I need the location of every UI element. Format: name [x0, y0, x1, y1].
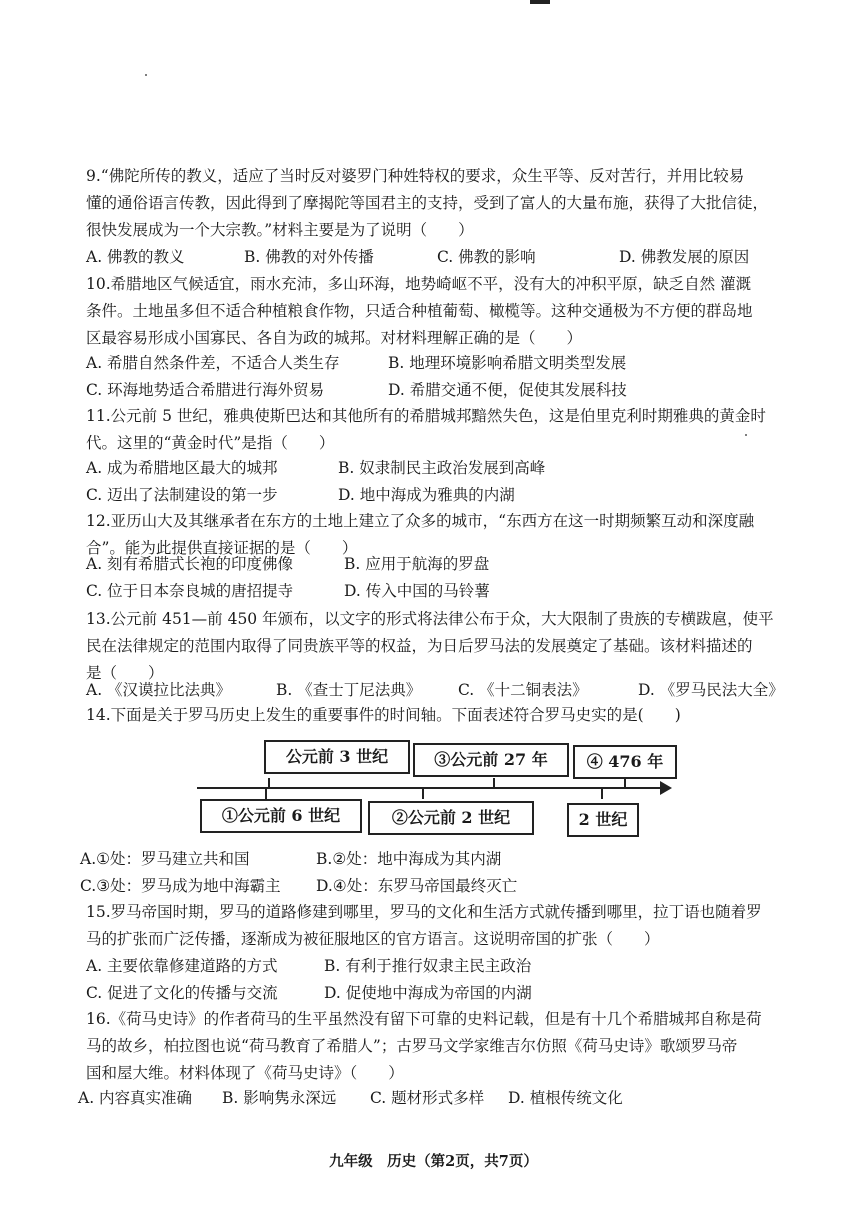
option-d[interactable]: D. 地中海成为雅典的内湖	[338, 486, 515, 504]
option-a[interactable]: A. 佛教的教义	[86, 248, 185, 266]
question-16-line: 国和屋大维。材料体现了《荷马史诗》（ ）	[86, 1064, 404, 1082]
question-13-options	[86, 677, 806, 704]
question-11-line: 11.公元前 5 世纪，雅典使斯巴达和其他所有的希腊城邦黯然失色，这是伯里克利时期雅典的黄金时	[86, 407, 766, 425]
question-12-line: 合”。能为此提供直接证据的是（ ）	[86, 539, 358, 557]
question-10-options-row1	[86, 350, 806, 377]
question-9-line: 很快发展成为一个大宗教。”材料主要是为了说明（ ）	[86, 221, 474, 239]
option-a[interactable]: A. 内容真实准确	[78, 1089, 193, 1107]
question-16-line: 16.《荷马史诗》的作者荷马的生平虽然没有留下可靠的史料记载，但是有十几个希腊城邦自称是荷	[86, 1010, 762, 1028]
option-b[interactable]: B. 佛教的对外传播	[244, 248, 374, 266]
question-12-options-row1	[86, 551, 806, 578]
question-9	[86, 163, 806, 244]
option-d[interactable]: D. 传入中国的马铃薯	[344, 582, 490, 600]
timeline-tick	[422, 789, 424, 799]
option-c[interactable]: C. 《十二铜表法》	[458, 681, 588, 699]
question-15-options-row2	[86, 980, 806, 1007]
scan-mark	[530, 0, 550, 4]
option-d[interactable]: D. 促使地中海成为帝国的内湖	[324, 984, 532, 1002]
option-d[interactable]: D. 希腊交通不便，促使其发展科技	[388, 381, 627, 399]
option-d[interactable]: D. 植根传统文化	[508, 1089, 623, 1107]
option-b[interactable]: B. 奴隶制民主政治发展到高峰	[338, 459, 546, 477]
question-15-line: 马的扩张而广泛传播，逐渐成为被征服地区的官方语言。这说明帝国的扩张（ ）	[86, 930, 660, 948]
page-footer: 九年级 历史（第2页，共7页）	[329, 1153, 538, 1170]
question-10-line: 区最容易形成小国寡民、各自为政的城邦。对材料理解正确的是（ ）	[86, 329, 583, 347]
question-12-line: 12.亚历山大及其继承者在东方的土地上建立了众多的城市，“东西方在这一时期频繁互动和深度融	[86, 512, 755, 530]
question-15-options-row1	[86, 953, 806, 980]
option-b[interactable]: B. 影响隽永深远	[222, 1089, 337, 1107]
question-14-options-row2	[80, 873, 806, 900]
option-b[interactable]: B. 有利于推行奴隶主民主政治	[324, 957, 532, 975]
question-11	[86, 403, 806, 457]
question-13	[86, 606, 806, 687]
question-16-options	[78, 1085, 806, 1112]
option-a[interactable]: A. 刻有希腊式长袍的印度佛像	[86, 555, 294, 573]
option-a[interactable]: A. 主要依靠修建道路的方式	[86, 957, 278, 975]
timeline-arrow-icon	[660, 781, 672, 795]
option-b[interactable]: B. 应用于航海的罗盘	[344, 555, 490, 573]
timeline-tick	[268, 778, 270, 788]
timeline-label-bottom-3: 2 世纪	[567, 803, 639, 837]
option-c[interactable]: C.③处：罗马成为地中海霸主	[80, 877, 281, 895]
question-12-options-row2	[86, 578, 806, 605]
question-11-options-row1	[86, 455, 806, 482]
timeline-tick	[493, 778, 495, 788]
question-14-line: 14.下面是关于罗马历史上发生的重要事件的时间轴。下面表述符合罗马史实的是( )	[86, 706, 681, 724]
option-d[interactable]: D. 佛教发展的原因	[619, 248, 750, 266]
option-b[interactable]: B.②处：地中海成为其内湖	[316, 850, 502, 868]
option-a[interactable]: A. 成为希腊地区最大的城邦	[86, 459, 278, 477]
option-b[interactable]: B. 地理环境影响希腊文明类型发展	[388, 354, 627, 372]
question-10	[86, 271, 806, 352]
option-a[interactable]: A. 希腊自然条件差，不适合人类生存	[86, 354, 340, 372]
option-a[interactable]: A.①处：罗马建立共和国	[80, 850, 250, 868]
question-15	[86, 899, 806, 953]
scan-speck	[145, 74, 147, 76]
question-13-line: 民在法律规定的范围内取得了同贵族平等的权益，为日后罗马法的发展奠定了基础。该材料描述的	[86, 637, 753, 655]
timeline-label-top-4: ④ 476 年	[573, 745, 677, 779]
option-c[interactable]: C. 促进了文化的传播与交流	[86, 984, 278, 1002]
option-c[interactable]: C. 题材形式多样	[370, 1089, 485, 1107]
option-c[interactable]: C. 位于日本奈良城的唐招提寺	[86, 582, 294, 600]
question-15-line: 15.罗马帝国时期，罗马的道路修建到哪里，罗马的文化和生活方式就传播到哪里，拉丁语也随着罗	[86, 903, 762, 921]
question-11-line: 代。这里的“黄金时代”是指（ ）	[86, 434, 335, 452]
question-14-options-row1	[80, 846, 806, 873]
question-10-line: 条件。土地虽多但不适合种植粮食作物，只适合种植葡萄、橄榄等。这种交通极为不方便的群岛地	[86, 302, 753, 320]
timeline-label-bottom-1: ①公元前 6 世纪	[200, 799, 362, 833]
option-d[interactable]: D. 《罗马民法大全》	[638, 681, 784, 699]
question-9-line: 懂的通俗语言传教，因此得到了摩揭陀等国君主的支持，受到了富人的大量布施，获得了大批信徒，	[86, 194, 769, 212]
timeline-label-top-1: 公元前 3 世纪	[264, 740, 410, 774]
question-10-options-row2	[86, 377, 806, 404]
option-c[interactable]: C. 佛教的影响	[437, 248, 536, 266]
option-c[interactable]: C. 环海地势适合希腊进行海外贸易	[86, 381, 325, 399]
timeline-label-bottom-2: ②公元前 2 世纪	[368, 801, 534, 835]
question-13-line: 是（ ）	[86, 664, 164, 682]
question-16-line: 马的故乡，柏拉图也说“荷马教育了希腊人”；古罗马文学家维吉尔仿照《荷马史诗》歌颂罗马帝	[86, 1037, 738, 1055]
option-a[interactable]: A. 《汉谟拉比法典》	[86, 681, 232, 699]
timeline-label-top-3: ③公元前 27 年	[413, 743, 569, 777]
question-11-options-row2	[86, 482, 806, 509]
option-d[interactable]: D.④处：东罗马帝国最终灭亡	[316, 877, 518, 895]
option-b[interactable]: B. 《查士丁尼法典》	[276, 681, 422, 699]
question-9-options	[86, 244, 806, 271]
option-c[interactable]: C. 迈出了法制建设的第一步	[86, 486, 278, 504]
question-14	[86, 702, 806, 729]
question-10-line: 10.希腊地区气候适宜，雨水充沛，多山环海，地势崎岖不平，没有大的冲积平原，缺乏自然 灌溉	[86, 275, 752, 293]
question-16	[86, 1006, 806, 1087]
timeline-tick	[601, 789, 603, 799]
timeline-tick	[624, 778, 626, 788]
question-13-line: 13.公元前 451—前 450 年颁布，以文字的形式将法律公布于众，大大限制了贵族的专横跋扈，使平	[86, 610, 774, 628]
question-9-line: 9.“佛陀所传的教义，适应了当时反对婆罗门种姓特权的要求，众生平等、反对苦行，并用比较易	[86, 167, 745, 185]
timeline-tick	[265, 789, 267, 799]
